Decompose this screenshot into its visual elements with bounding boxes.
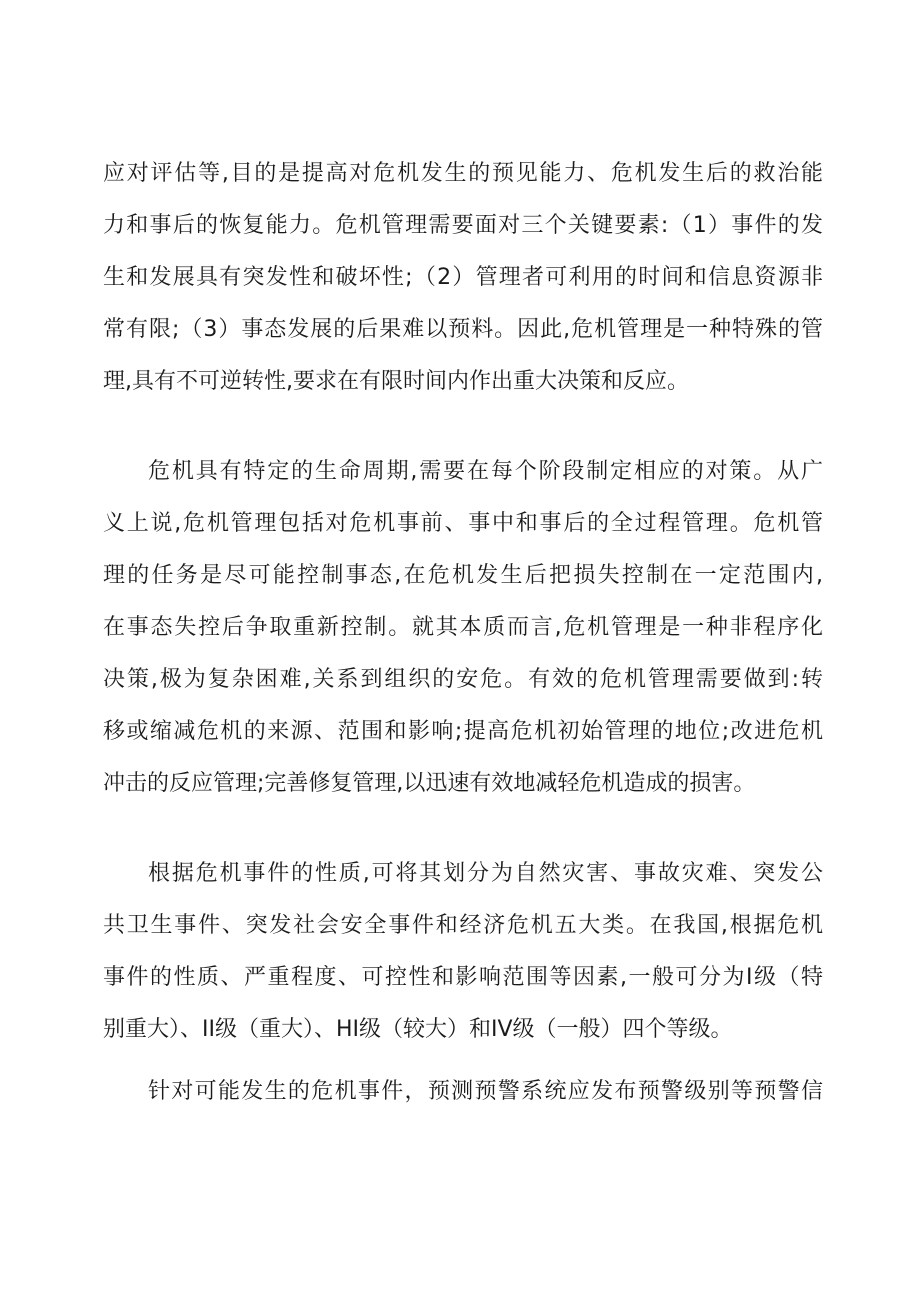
text-line: 事件的性质、严重程度、可控性和影响范围等因素,一般可分为I级（特: [103, 965, 823, 990]
text-line: 别重大）、II级（重大）、HI级（较大）和IV级（一般）四个等级。: [103, 1017, 733, 1042]
paragraph-crisis-classification: [103, 848, 823, 1056]
text-line: 移或缩减危机的来源、范围和影响;提高危机初始管理的地位;改进危机: [103, 719, 823, 744]
text-line: 理的任务是尽可能控制事态,在危机发生后把损失控制在一定范围内,: [103, 563, 823, 588]
paragraph-crisis-management-elements: [103, 148, 823, 408]
text-line: 根据危机事件的性质,可将其划分为自然灾害、事故灾难、突发公: [148, 861, 823, 886]
text-line: 冲击的反应管理;完善修复管理,以迅速有效地减轻危机造成的损害。: [103, 771, 756, 796]
paragraph-crisis-lifecycle: [103, 446, 823, 810]
text-line: 常有限;（3）事态发展的后果难以预料。因此,危机管理是一种特殊的管: [103, 317, 823, 342]
text-line: 在事态失控后争取重新控制。就其本质而言,危机管理是一种非程序化: [103, 615, 823, 640]
text-line: 应对评估等,目的是提高对危机发生的预见能力、危机发生后的救治能: [103, 161, 823, 186]
text-line: 义上说,危机管理包括对危机事前、事中和事后的全过程管理。危机管: [103, 511, 823, 536]
text-line: 共卫生事件、突发社会安全事件和经济危机五大类。在我国,根据危机: [103, 913, 823, 938]
text-line: 决策,极为复杂困难,关系到组织的安危。有效的危机管理需要做到:转: [103, 667, 823, 692]
text-line: 理,具有不可逆转性,要求在有限时间内作出重大决策和反应。: [103, 369, 689, 394]
text-line: 生和发展具有突发性和破坏性;（2）管理者可利用的时间和信息资源非: [103, 265, 823, 290]
text-line: 危机具有特定的生命周期,需要在每个阶段制定相应的对策。从广: [148, 459, 823, 484]
text-line: 力和事后的恢复能力。危机管理需要面对三个关键要素:（1）事件的发: [103, 213, 823, 238]
text-line: 针对可能发生的危机事件，预测预警系统应发布预警级别等预警信: [148, 1079, 823, 1104]
paragraph-early-warning: [103, 1066, 823, 1118]
